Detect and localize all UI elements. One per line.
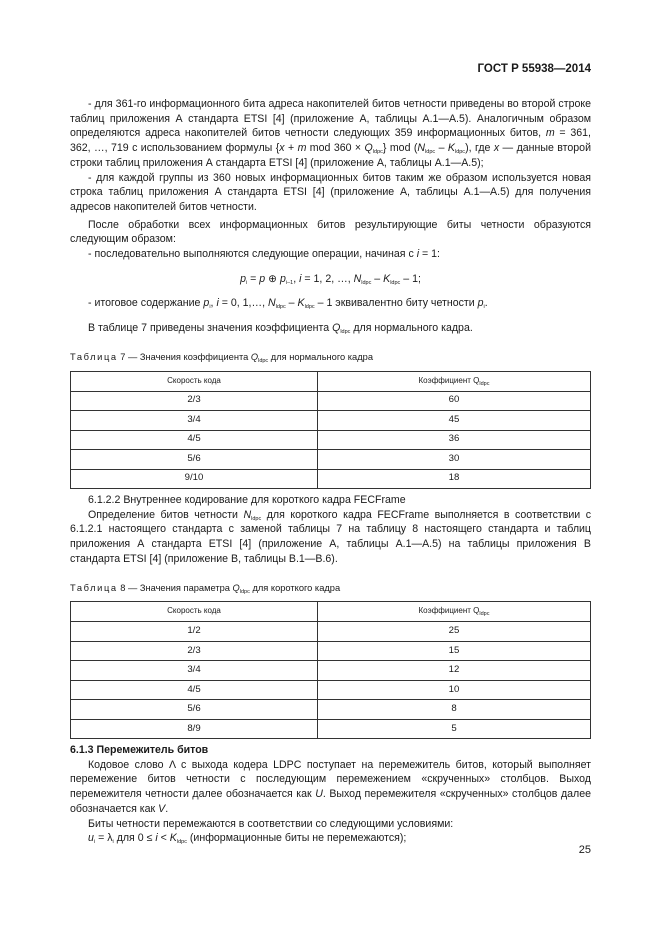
table-8-caption: Таблица 8 — Значения параметра $Q_{ldpc}$ для короткого кадра [70, 582, 341, 595]
paragraph: Определение битов четности $N_{ldpc}$ для короткого кадра FECFrame выполняется в соответствии с 6.1.2.1 настоящего стандарта с заменой таблицы 7 на таблицу 8 настоящего стандарта и таблиц приложения А стандарта ETSI [4] (приложение А, таблицы А.1—А.5) на таблицы приложения В стандарта ETSI [4] (приложение В, таблицы В.1—В.6). [70, 508, 591, 565]
code-rate-cell: 2/3 [71, 641, 318, 661]
table-row [71, 680, 591, 700]
section-heading: 6.1.2.2 Внутреннее кодирование для короткого кадра FECFrame [88, 494, 406, 506]
column-header: Коэффициент $Q_{ldpc}$ [318, 602, 591, 622]
coefficient-cell: 30 [318, 450, 591, 470]
coefficient-cell: 60 [318, 391, 591, 411]
table-7 [70, 371, 591, 490]
paragraph: Биты четности перемежаются в соответствии со следующими условиями: [88, 817, 454, 830]
coefficient-cell: 10 [318, 680, 591, 700]
table-row [71, 411, 591, 431]
table-7-caption: Таблица 7 — Значения коэффициента $Q_{ldpc}$ для нормального кадра [70, 351, 373, 364]
code-rate-cell: 9/10 [71, 469, 318, 489]
formula: $p_i = p$ ⊕ $p_{i-1}$, i = 1, 2, …, $N_{ldpc} - K_{ldpc} - 1$; [240, 272, 421, 286]
code-rate-cell: 5/6 [71, 450, 318, 470]
code-rate-cell: 1/2 [71, 622, 318, 642]
body-top [70, 97, 591, 489]
code-rate-cell: 8/9 [71, 719, 318, 739]
coefficient-cell: 15 [318, 641, 591, 661]
coefficient-cell: 12 [318, 661, 591, 681]
paragraph: - итоговое содержание $p_i$, i = 0, 1,…, $N_{ldpc} - K_{ldpc} - 1$ эквивалентно биту четности $p_i$. [88, 297, 488, 311]
table-row [71, 661, 591, 681]
column-header: Скорость кода [71, 602, 318, 622]
paragraph: - для 361-го информационного бита адреса накопителей битов четности приведены во второй строке таблиц приложения А стандарта ETSI [4] (приложение А, таблицы А.1—А.5). Аналогичным образом определяются адреса накопителей битов четности следующих 359 информационных битов, m = 361, 362, …, 719 с использованием формулы {x + m mod $360 \times Q_{ldpc}$} mod $(N_{ldpc} - K_{ldpc})$, где x — данные второй строки таблиц приложения А стандарта ETSI [4] (приложение А, таблицы А.1—А.5); [70, 98, 592, 169]
coefficient-cell: 45 [318, 411, 591, 431]
body-middle [70, 493, 591, 739]
body-bottom [70, 743, 591, 846]
paragraph: $u_i = \lambda_i$ для $0 \le i < K_{ldpc}$ (информационные биты не перемежаются); [88, 832, 407, 846]
paragraph: - для каждой группы из 360 новых информационных битов таким же образом используется новая строка таблиц приложения А стандарта ETSI [4] (приложение А, таблицы А.1—А.5) для получения адресов накопителей битов четности. [70, 171, 591, 213]
paragraph: В таблице 7 приведены значения коэффициента $Q_{ldpc}$ для нормального кадра. [88, 322, 473, 336]
code-rate-cell: 4/5 [71, 430, 318, 450]
page-number: 25 [578, 844, 591, 856]
code-rate-cell: 5/6 [71, 700, 318, 720]
paragraph: Кодовое слово Λ с выхода кодера LDPC поступает на перемежитель битов, который выполняет перемежение битов четности с последующим перемежением «скрученных» столбцов. Выход перемежителя четности далее обозначается как U. Выход перемежителя «скрученных» столбцов далее обозначается как V. [70, 758, 591, 815]
column-header: Коэффициент $Q_{ldpc}$ [318, 371, 591, 391]
code-rate-cell: 2/3 [71, 391, 318, 411]
table-row [71, 469, 591, 489]
code-rate-cell: 4/5 [71, 680, 318, 700]
table-row [71, 719, 591, 739]
code-rate-cell: 3/4 [71, 661, 318, 681]
paragraph: После обработки всех информационных битов результирующие биты четности образуются следующим образом: [70, 218, 591, 246]
coefficient-cell: 18 [318, 469, 591, 489]
section-heading: 6.1.3 Перемежитель битов [70, 744, 209, 756]
paragraph: - последовательно выполняются следующие операции, начиная с i = 1: [88, 248, 440, 261]
coefficient-cell: 8 [318, 700, 591, 720]
document-header: ГОСТ Р 55938—2014 [477, 63, 591, 75]
table-8 [70, 601, 591, 739]
coefficient-cell: 36 [318, 430, 591, 450]
coefficient-cell: 25 [318, 622, 591, 642]
table-row [71, 641, 591, 661]
table-row [71, 391, 591, 411]
column-header: Скорость кода [71, 371, 318, 391]
coefficient-cell: 5 [318, 719, 591, 739]
table-row [71, 622, 591, 642]
table-row [71, 430, 591, 450]
table-row [71, 450, 591, 470]
code-rate-cell: 3/4 [71, 411, 318, 431]
table-row [71, 700, 591, 720]
